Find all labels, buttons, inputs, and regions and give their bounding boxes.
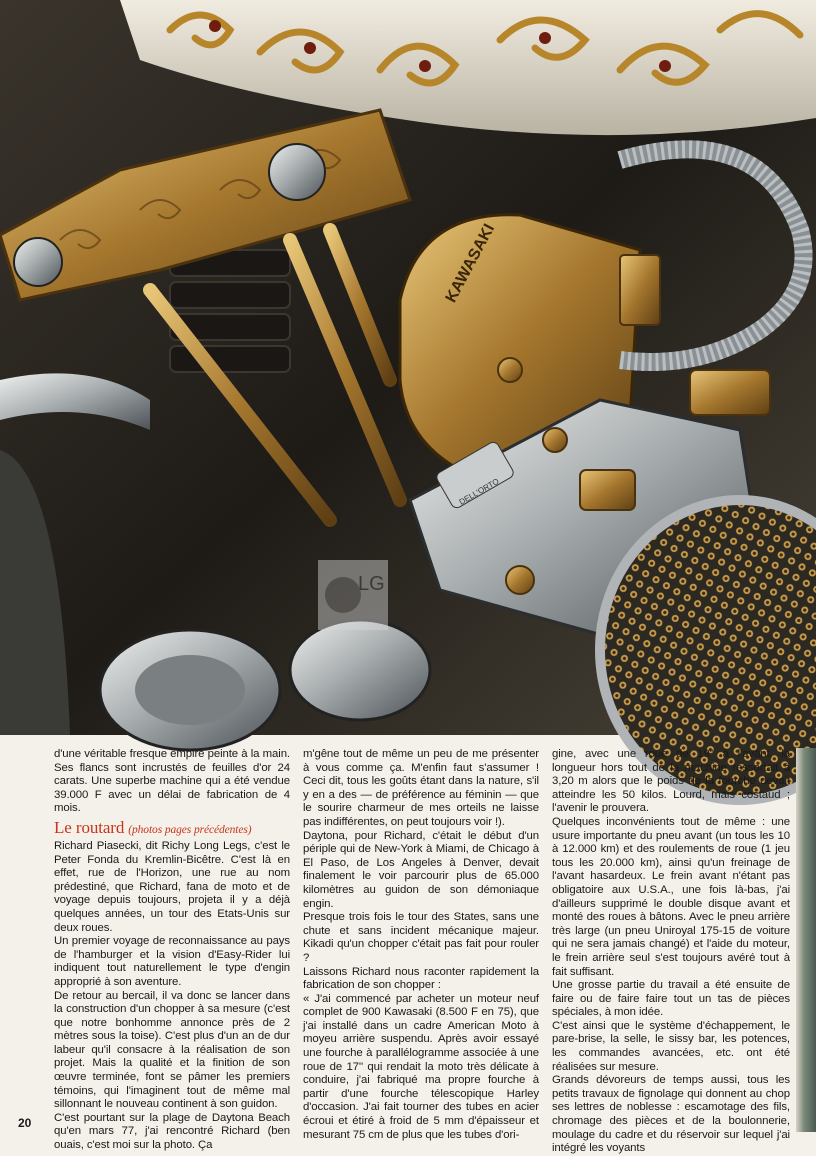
section-heading-title: Le routard — [54, 817, 125, 837]
article-column-2 — [303, 748, 539, 1141]
paragraph: m'gêne tout de même un peu de me présenter à vous comme ça. M'enfin faut s'assumer ! Ceci dit, tous les goûts étant dans la nature, s'il y en a des — de préférence au féminin — que le sourire charmeur de mes orteils ne laisse pas indifférentes, on peut toujours voir !). — [303, 748, 539, 828]
paragraph: Richard Piasecki, dit Richy Long Legs, c'est le Peter Fonda du Kremlin-Bicêtre. C'est là en effet, rue de l'Horizon, une rue au nom prédestiné, que Richard, fana de moto et de voyage depuis toujours, projeta il y a déjà quelques années, un tour des Etats-Unis sur deux roues. — [54, 839, 290, 934]
paragraph: C'est ainsi que le système d'échappement, le pare-brise, la selle, le sissy bar, les potences, les commandes avancées, etc. ont été réalisées sur mesure. — [552, 1019, 790, 1073]
section-heading-note: (photos pages précédentes) — [128, 823, 252, 836]
page-number: 20 — [18, 1116, 32, 1130]
section-heading — [54, 818, 290, 840]
paragraph: C'est pourtant sur la plage de Daytona Beach qu'en mars 77, j'ai rencontré Richard (ben ouais, c'est moi sur la photo. Ça — [54, 1111, 290, 1152]
paragraph: gine, avec une roue de 19'' à l'avant, la longueur hors tout de la machine ressortait à 3,20 m alors que le poids de la fourche devait atteindre les 50 kilos. Lourd, mais costaud ; l'avenir le prouvera. — [552, 748, 790, 815]
paragraph: Laissons Richard nous raconter rapidement la fabrication de son chopper : — [303, 965, 539, 992]
paragraph: Presque trois fois le tour des States, sans une chute et sans incident mécanique majeur. Kikadi qu'un chopper c'était pas fait pour rouler ? — [303, 911, 539, 964]
paragraph: d'une véritable fresque empire peinte à la main. Ses flancs sont incrustés de feuilles d'or 24 carats. Une superbe machine qui a été vendue 39.000 F avec un délai de fabrication de 4 mois. — [54, 748, 290, 815]
paragraph: Quelques inconvénients tout de même : une usure importante du pneu avant (un tous les 10 à 12.000 km) et des roulements de roue (1 jeu tous les 20.000 km), ainsi qu'un freinage de l'avant hasardeux. Le frein avant n'étant pas obligatoire aux U.S.A., une fois là-bas, j'ai d'ailleurs supprimé le double disque avant et monté des roues à bâtons. Avec le pneu arrière très large (un pneu Uniroyal 175-15 de voiture qui ne sera jamais changé) et l'aide du moteur, le frein arrière seul s'est toujours avéré tout à fait suffisant. — [552, 815, 790, 978]
carb-label-text: DELL'ORTO — [457, 476, 501, 507]
paragraph: « J'ai commencé par acheter un moteur neuf complet de 900 Kawasaki (8.500 F en 75), que j'ai installé dans un cadre American Moto à moyeu arrière suspendu. Après avoir essayé une fourche à parallélogramme associée à une roue de 17'' qui rendait la moto très délicate à conduire, j'ai fabriqué ma propre fourche à partir d'une fourche télescopique Harley d'occasion. J'ai fait tourner des tubes en acier écroui et étiré à froid de 5 mm d'épaisseur et mesurant 75 cm de plus que les tubes d'ori- — [303, 992, 539, 1141]
watermark-logo — [318, 560, 388, 630]
paragraph: De retour au bercail, il va donc se lancer dans la construction d'un chopper à sa mesure (c'est que notre bonhomme annonce près de 2 mètres sous la toise). C'est plus d'un an de dur labeur qu'il consacre à la réalisation de son projet. Mais la qualité et la finition de son œuvre terminée, font se pâmer les premiers témoins, qui l'imaginent tout de même mal sillonnant le nouveau continent à son guidon. — [54, 989, 290, 1111]
paragraph: Daytona, pour Richard, c'était le début d'un périple qui de New-York à Miami, de Chicago à El Paso, de Los Angeles à Denver, devait finalement le voir parcourir plus de 65.000 kilomètres au guidon de son démoniaque engin. — [303, 829, 539, 910]
paragraph: Grands dévoreurs de temps aussi, tous les petits travaux de fignolage qui donnent au chop ses lettres de noblesse : escamotage des fils, chromage des pièces et de la boulonnerie, moulage du cadre et du réservoir sur lequel j'ai intégré les voyants — [552, 1074, 790, 1155]
adjacent-page-edge — [796, 748, 816, 1132]
paragraph: Une grosse partie du travail a été ensuite de faire ou de faire faire tout un tas de pièces spéciales, à mon idée. — [552, 979, 790, 1019]
article-column-1 — [54, 748, 290, 1152]
svg-text:LG: LG — [358, 573, 385, 595]
engine-logo-text: KAWASAKI — [442, 221, 499, 306]
paragraph: Un premier voyage de reconnaissance au pays de l'hamburger et la vision d'Easy-Rider lui indiquent tout naturellement le type d'engin approprié à son aventure. — [54, 935, 290, 988]
article-column-3 — [552, 748, 790, 1155]
